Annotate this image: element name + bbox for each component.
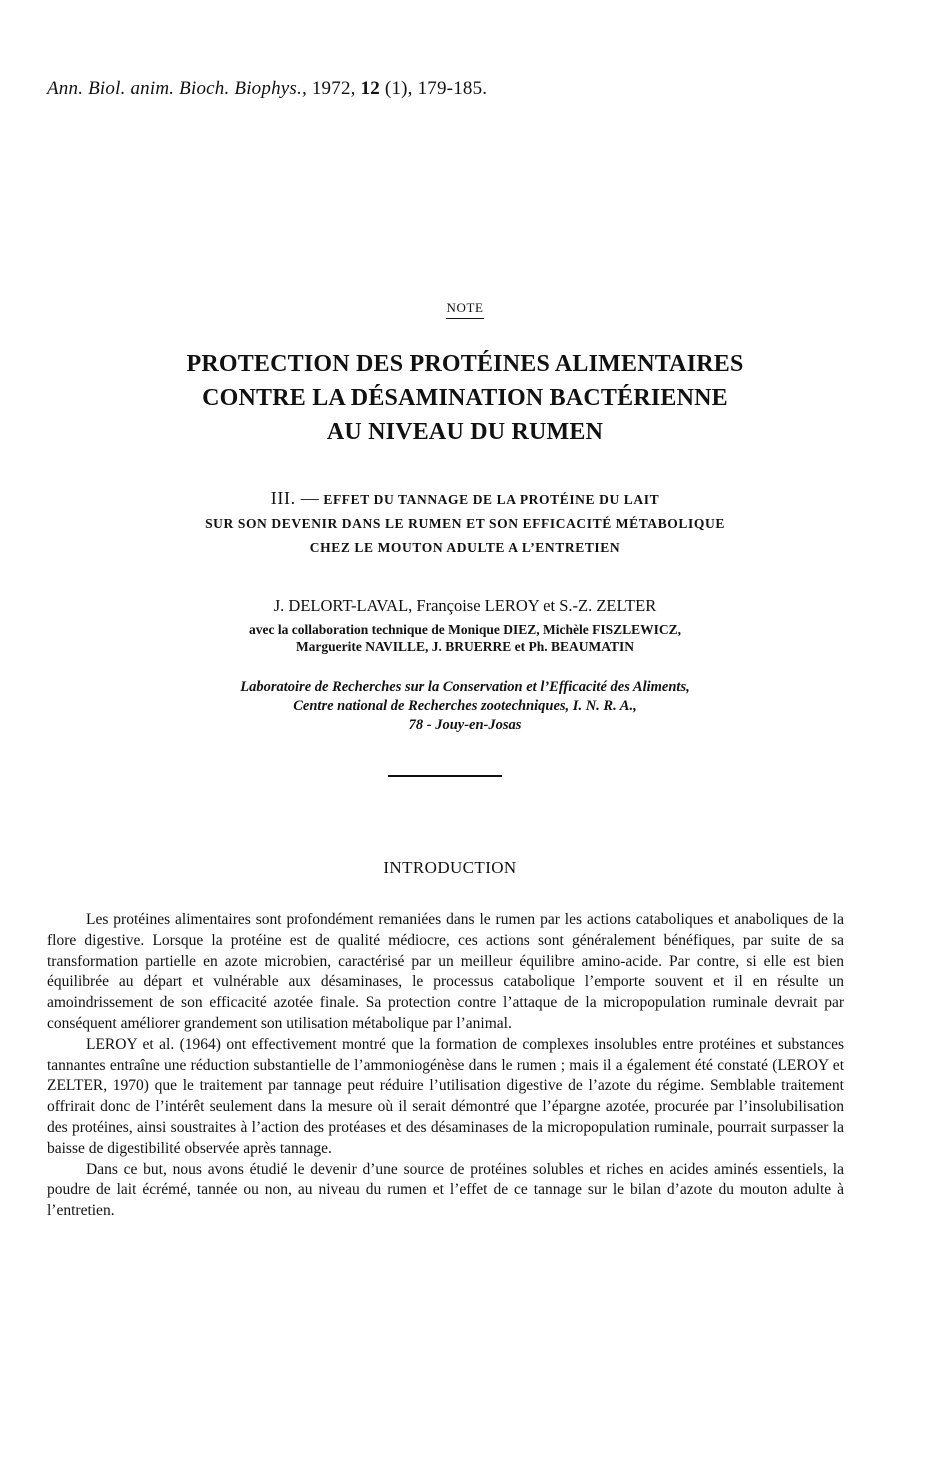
subtitle-line-1-text: EFFET DU TANNAGE DE LA PROTÉINE DU LAIT: [323, 492, 660, 507]
article-title: [0, 347, 930, 449]
separator-rule: [388, 775, 502, 777]
affiliation-line-1: Laboratoire de Recherches sur la Conservation et l’Efficacité des Aliments,: [240, 679, 690, 695]
subtitle-line-3: CHEZ LE MOUTON ADULTE A L’ENTRETIEN: [309, 540, 621, 555]
authors: J. DELORT-LAVAL, Françoise LEROY et S.-Z. ZELTER: [273, 596, 657, 615]
affiliation-line-3: 78 - Jouy-en-Josas: [408, 717, 522, 733]
paragraph: Les protéines alimentaires sont profondément remaniées dans le rumen par les actions cataboliques et anaboliques de la flore digestive. Lorsque la protéine est de qualité médiocre, ces actions sont généralement bénéfiques, par suite de sa transformation partielle en azote microbien, caractérisé par un meilleur équilibre amino-acide. Par contre, si elle est bien équilibrée au départ et vulnérable aux désaminases, le processus catabolique l’emporte souvent et il en résulte un amoindrissement de son efficacité azotée finale. Sa protection contre l’attaque de la micropopulation ruminale devrait par conséquent améliorer grandement son utilisation métabolique par l’animal.: [47, 911, 844, 1032]
affiliation-line-2: Centre national de Recherches zootechniques, I. N. R. A.,: [293, 698, 637, 714]
journal-reference: [47, 78, 487, 100]
affiliation: [0, 678, 930, 735]
paragraph: LEROY et al. (1964) ont effectivement montré que la formation de complexes insolubles entre protéines et substances tannantes entraîne une réduction substantielle de l’ammoniogénèse dans le rumen ; mais il a également été constaté (LEROY et ZELTER, 1970) que le traitement par tannage peut réduire l’utilisation digestive de l’azote du régime. Semblable traitement offrirait donc de l’intérêt seulement dans la mesure où il serait démontré que l’épargne azotée, procurée par l’insolubilisation des protéines, ainsi soustraites à l’action des protéases et des désaminases de la micropopulation ruminale, pourrait surpasser la baisse de digestibilité observée après tannage.: [47, 1035, 844, 1157]
subtitle-line-1: [0, 486, 930, 512]
section-heading: INTRODUCTION: [383, 858, 517, 877]
collaboration: [0, 621, 930, 655]
title-line-3: AU NIVEAU DU RUMEN: [326, 419, 604, 445]
subtitle-number: III. —: [270, 488, 320, 508]
note-label-text: NOTE: [446, 300, 483, 319]
collaboration-line-2: Marguerite NAVILLE, J. BRUERRE et Ph. BEAUMATIN: [295, 639, 635, 654]
note-label: [0, 300, 930, 319]
paragraph: Dans ce but, nous avons étudié le devenir d’une source de protéines solubles et riches en acides aminés essentiels, la poudre de lait écrémé, tannée ou non, au niveau du rumen et l’effet de ce tannage sur le bilan d’azote du mouton adulte à l’entretien.: [47, 1160, 844, 1220]
introduction-body: [47, 910, 844, 1222]
journal-year: 1972,: [311, 78, 356, 99]
article-subtitle: [0, 486, 930, 560]
collaboration-line-1: avec la collaboration technique de Monique DIEZ, Michèle FISZLEWICZ,: [248, 622, 681, 637]
journal-name: Ann. Biol. anim. Bioch. Biophys.,: [47, 78, 307, 99]
title-line-2: CONTRE LA DÉSAMINATION BACTÉRIENNE: [202, 385, 728, 411]
journal-issue-pages: (1), 179-185.: [384, 78, 488, 99]
title-line-1: PROTECTION DES PROTÉINES ALIMENTAIRES: [186, 351, 744, 377]
subtitle-line-2: SUR SON DEVENIR DANS LE RUMEN ET SON EFFICACITÉ MÉTABOLIQUE: [205, 516, 725, 531]
journal-volume: 12: [360, 78, 380, 99]
